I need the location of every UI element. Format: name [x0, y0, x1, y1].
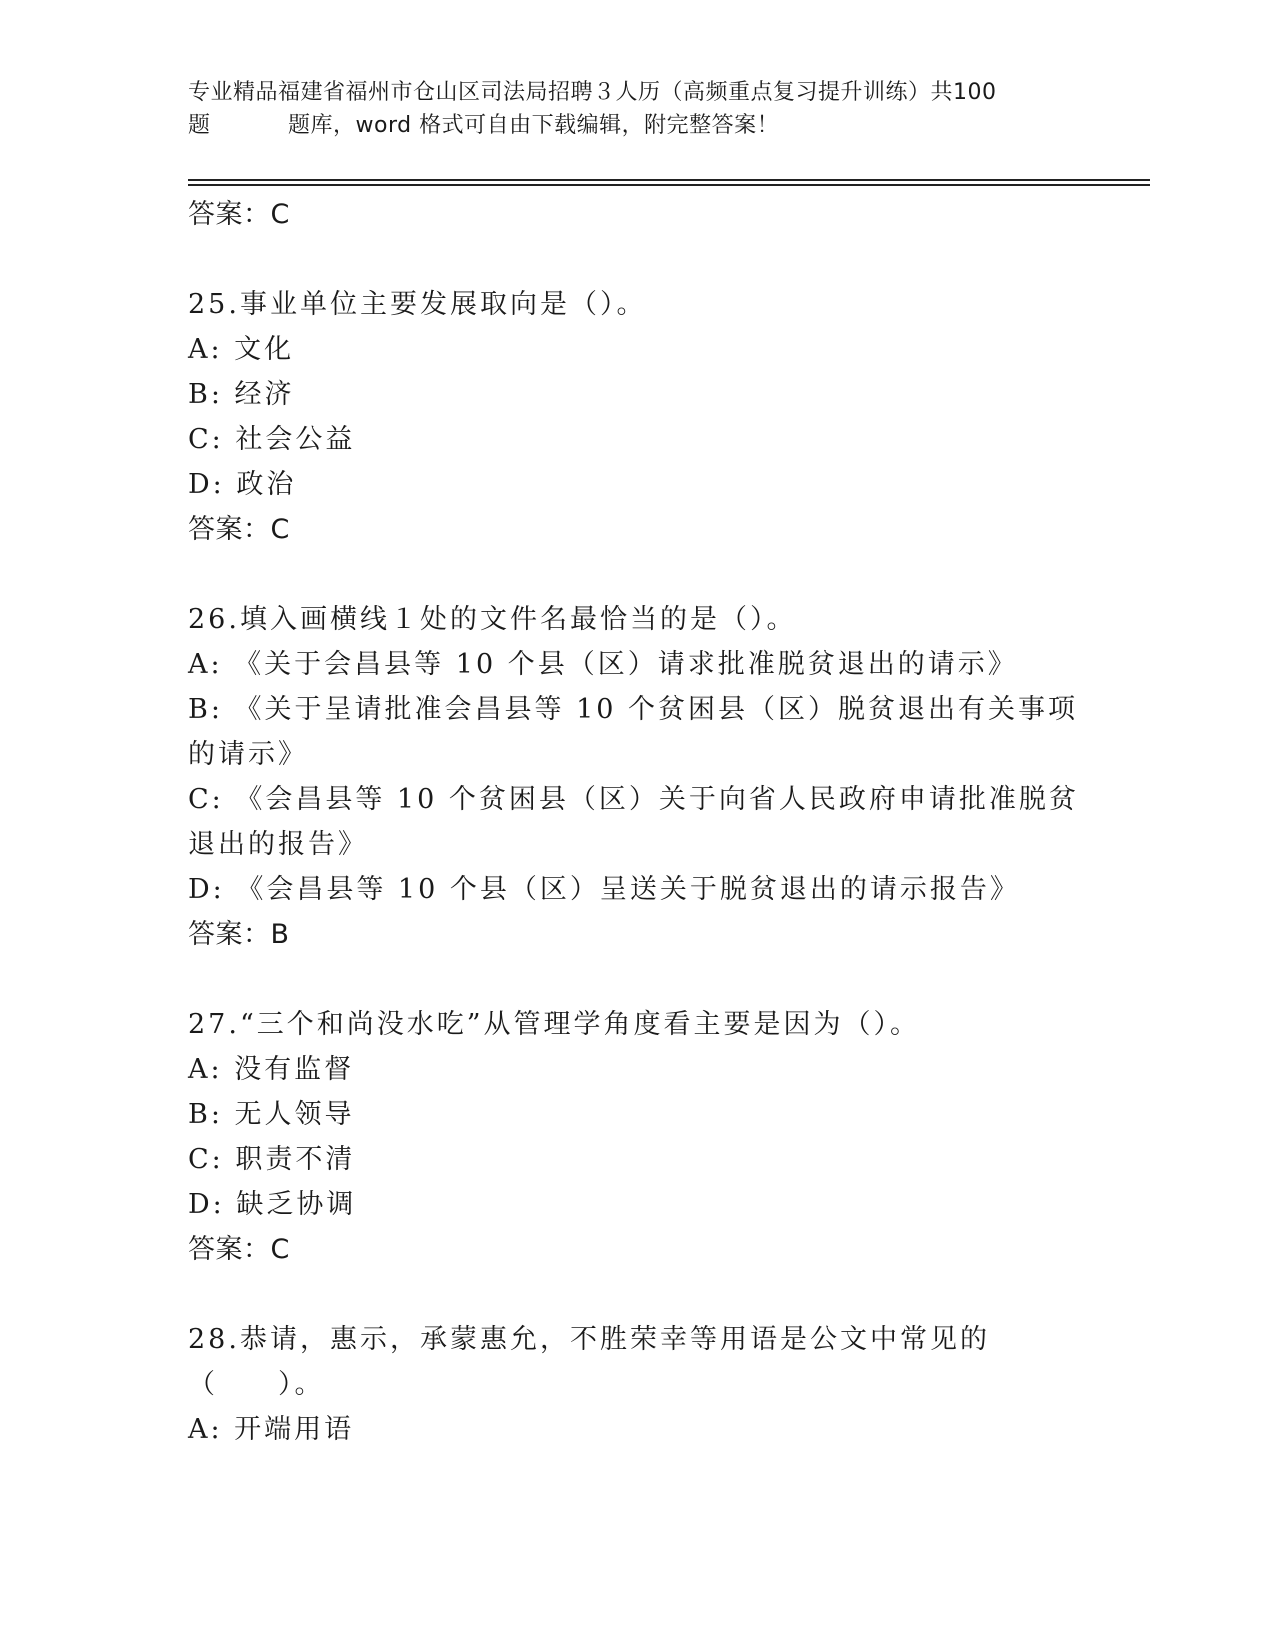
answer-line: 答案：C	[188, 199, 290, 230]
answer-line: 答案：B	[188, 919, 290, 950]
option-a: A: 没有监督	[188, 1054, 355, 1085]
header-title-line2-left: 题	[188, 113, 211, 138]
answer-line: 答案：C	[188, 1234, 290, 1265]
option-a: A: 《关于会昌县等 10 个县（区）请求批准脱贫退出的请示》	[188, 649, 1018, 680]
option-a: A: 开端用语	[188, 1414, 355, 1445]
header-title-line2-right: 题库，word 格式可自由下载编辑，附完整答案！	[288, 113, 780, 138]
page-header	[188, 76, 1088, 142]
option-d: D: 《会昌县等 10 个县（区）呈送关于脱贫退出的请示报告》	[188, 874, 1020, 905]
question-28	[188, 1317, 1088, 1452]
header-title-line1: 专业精品福建省福州市仓山区司法局招聘３人历（高频重点复习提升训练）共100	[188, 80, 997, 105]
question-26	[188, 597, 1088, 957]
question-stem: 26.填入画横线１处的文件名最恰当的是（）。	[188, 604, 797, 635]
option-c: C: 社会公益	[188, 424, 356, 455]
option-b: B: 经济	[188, 379, 295, 410]
question-stem: 27.“三个和尚没水吃”从管理学角度看主要是因为（）。	[188, 1009, 921, 1040]
question-stem: 25.事业单位主要发展取向是（）。	[188, 289, 647, 320]
option-a: A: 文化	[188, 334, 295, 365]
question-25	[188, 282, 1088, 552]
option-d: D: 政治	[188, 469, 297, 500]
option-c: C: 职责不清	[188, 1144, 356, 1175]
header-rule-bottom	[188, 184, 1150, 186]
option-b: B: 无人领导	[188, 1099, 355, 1130]
question-list	[188, 192, 1088, 1452]
answer-line: 答案：C	[188, 514, 290, 545]
option-d: D: 缺乏协调	[188, 1189, 357, 1220]
question-27	[188, 1002, 1088, 1272]
header-title-line2	[188, 109, 1088, 142]
option-c: C: 《会昌县等 10 个贫困县（区）关于向省人民政府申请批准脱贫退出的报告》	[188, 784, 1079, 860]
question-stem: 28.恭请，惠示，承蒙惠允，不胜荣幸等用语是公文中常见的（ ）。	[188, 1324, 990, 1400]
option-b: B: 《关于呈请批准会昌县等 10 个贫困县（区）脱贫退出有关事项的请示》	[188, 694, 1079, 770]
header-rule-top	[188, 179, 1150, 181]
